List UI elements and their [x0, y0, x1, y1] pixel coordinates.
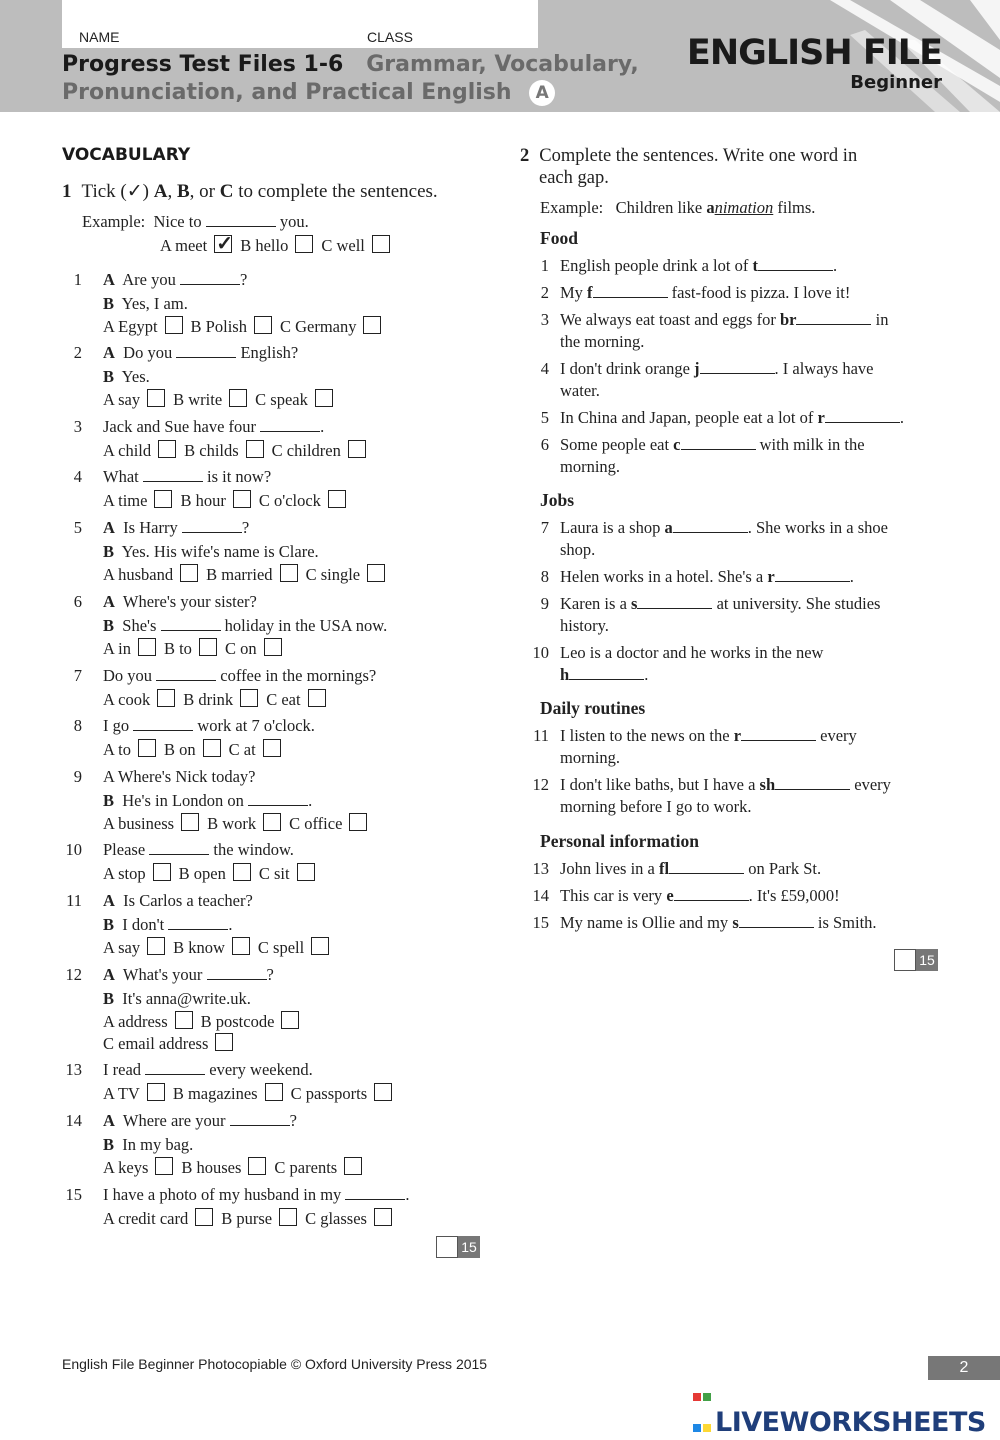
options-row [103, 862, 323, 885]
question-line: I read every weekend. [103, 1060, 313, 1079]
item-line: water. [560, 381, 600, 400]
item-line: Karen is a s at university. She studies [560, 594, 881, 613]
item-line: My name is Ollie and my s is Smith. [560, 913, 877, 932]
answer-option: A husband [103, 565, 174, 584]
example-option: C well [321, 236, 365, 255]
checkbox[interactable] [203, 739, 221, 757]
answer-option: C eat [266, 689, 301, 709]
item-number: 6 [540, 435, 549, 454]
item-line: I don't drink orange j . I always have [560, 359, 874, 378]
checkbox[interactable] [264, 638, 282, 656]
checkbox[interactable] [248, 1157, 266, 1175]
answer-option: A business [103, 814, 175, 833]
options-row [103, 1156, 370, 1179]
checkbox[interactable] [181, 813, 199, 831]
question-number: 8 [73, 716, 82, 735]
question-line: A Is Harry ? [103, 518, 250, 537]
answer-option: B know [173, 938, 225, 957]
question-line: B She's holiday in the USA now. [103, 615, 388, 635]
question-line: Jack and Sue have four . [103, 417, 325, 436]
checkbox[interactable] [232, 937, 250, 955]
item-number: 9 [540, 594, 549, 613]
answer-option: B open [178, 863, 226, 883]
options-row: C email address [103, 1032, 241, 1055]
answer-option: A in [103, 639, 131, 658]
question-number: 2 [73, 343, 82, 362]
checkbox[interactable] [195, 1208, 213, 1226]
answer-option: B hour [180, 490, 226, 510]
class-label: CLASS [367, 29, 413, 45]
checkbox[interactable] [246, 440, 264, 458]
options-row [103, 388, 341, 411]
checkbox[interactable] [363, 316, 381, 334]
item-number: 1 [540, 256, 549, 275]
question-line: What is it now? [103, 467, 272, 486]
ex2-category-title: Food [540, 228, 578, 248]
item-number: 3 [540, 310, 549, 329]
ex2-score-box[interactable]: 15 [894, 949, 938, 971]
liveworksheets-logo-icon [692, 1378, 712, 1440]
options-row [103, 489, 354, 512]
header-band [0, 0, 1000, 112]
answer-option: B work [207, 814, 257, 833]
answer-option: B write [173, 390, 223, 409]
question-line: A Are you ? [103, 270, 248, 289]
checkbox[interactable] [349, 813, 367, 831]
ex2-category-title: Personal information [540, 831, 699, 851]
checkbox[interactable] [308, 689, 326, 707]
checkbox[interactable] [153, 863, 171, 881]
checkbox[interactable] [279, 1208, 297, 1226]
item-line: English people drink a lot of t . [560, 256, 838, 275]
question-line: Please the window. [103, 840, 294, 859]
checkbox[interactable] [281, 1011, 299, 1029]
answer-option: C at [228, 739, 256, 759]
checkbox[interactable] [147, 1083, 165, 1101]
ex2-category-title: Jobs [540, 490, 575, 510]
checkbox[interactable] [233, 863, 251, 881]
question-line: B In my bag. [103, 1134, 194, 1154]
question-number: 3 [73, 417, 82, 436]
answer-option: A cook [103, 689, 151, 709]
item-number: 12 [532, 775, 549, 794]
item-line: I don't like baths, but I have a sh every [560, 775, 891, 794]
checkbox[interactable] [344, 1157, 362, 1175]
question-line: A Is Carlos a teacher? [103, 891, 253, 910]
test-title: Progress Test Files 1-6 Grammar, Vocabulary, [62, 52, 639, 77]
answer-option: A Egypt [103, 317, 158, 336]
checkbox[interactable] [214, 235, 232, 253]
checkbox[interactable] [311, 937, 329, 955]
item-line: In China and Japan, people eat a lot of r . [560, 408, 904, 427]
question-number: 14 [65, 1111, 82, 1130]
item-number: 15 [532, 913, 549, 932]
brand-logo: ENGLISH FILE Beginner [686, 33, 942, 93]
answer-option: A TV [103, 1083, 140, 1103]
checkbox[interactable] [240, 689, 258, 707]
question-line: A Where are your ? [103, 1111, 297, 1130]
checkbox[interactable] [348, 440, 366, 458]
options-row [103, 688, 334, 711]
checkbox[interactable] [215, 1033, 233, 1051]
options-row [103, 738, 289, 761]
question-line: A What's your ? [103, 965, 274, 984]
question-number: 11 [66, 891, 82, 910]
item-line: morning. [560, 457, 621, 476]
item-number: 13 [532, 859, 549, 878]
checkbox[interactable] [315, 389, 333, 407]
question-line: A Where's Nick today? [103, 767, 256, 786]
options-row [103, 1082, 400, 1105]
example-option: B hello [240, 236, 289, 255]
ex1-score-box[interactable]: 15 [436, 1236, 480, 1258]
item-line: This car is very e . It's £59,000! [560, 886, 840, 905]
question-number: 6 [73, 592, 82, 611]
footer-copyright: English File Beginner Photocopiable © Oxford University Press 2015 [62, 1356, 488, 1372]
question-line: Do you coffee in the mornings? [103, 666, 377, 685]
answer-option: B purse [221, 1208, 273, 1228]
question-number: 1 [73, 270, 82, 289]
question-number: 4 [73, 467, 82, 486]
question-line: A Where's your sister? [103, 592, 257, 611]
version-badge: A [529, 80, 555, 106]
item-line: history. [560, 616, 609, 635]
checkbox[interactable] [165, 316, 183, 334]
checkbox[interactable] [147, 937, 165, 955]
answer-option: C Germany [279, 317, 357, 336]
item-number: 11 [533, 726, 549, 745]
options-row: A address B postcode [103, 1010, 307, 1033]
item-line: Leo is a doctor and he works in the new [560, 643, 824, 662]
checkbox[interactable] [147, 389, 165, 407]
item-line: shop. [560, 540, 596, 559]
answer-option: A time [103, 490, 148, 510]
checkbox[interactable] [229, 389, 247, 407]
item-line: I listen to the news on the r every [560, 726, 857, 745]
answer-option: B magazines [172, 1083, 258, 1103]
item-number: 10 [532, 643, 549, 662]
checkbox[interactable] [175, 1011, 193, 1029]
options-row [103, 1207, 400, 1230]
answer-option: B Polish [190, 317, 247, 336]
ex2-example: Example: Children like animation films. [540, 198, 816, 217]
question-number: 15 [65, 1185, 82, 1204]
answer-option: A stop [103, 863, 146, 883]
answer-option: C glasses [305, 1208, 367, 1228]
answer-option: B to [163, 639, 192, 658]
ex1-example-options [160, 235, 398, 256]
question-line: A Do you English? [103, 343, 299, 362]
question-number: 13 [65, 1060, 82, 1079]
checkbox[interactable] [295, 235, 313, 253]
options-row [103, 637, 290, 660]
checkbox[interactable] [199, 638, 217, 656]
question-line: B Yes, I am. [103, 293, 188, 313]
question-number: 12 [65, 965, 82, 984]
item-line: h . [560, 665, 649, 684]
question-line: I have a photo of my husband in my . [103, 1185, 410, 1204]
answer-option: A to [103, 739, 131, 759]
name-class-box [62, 0, 538, 48]
answer-option: C speak [255, 390, 308, 409]
checkbox[interactable] [297, 863, 315, 881]
item-line: Laura is a shop a . She works in a shoe [560, 518, 888, 537]
answer-option: C on [224, 639, 257, 658]
question-line: B Yes. [103, 366, 150, 386]
options-row [103, 812, 375, 835]
checkbox[interactable] [138, 739, 156, 757]
item-number: 14 [532, 886, 549, 905]
answer-option: B houses [181, 1158, 242, 1177]
answer-option: B childs [184, 440, 239, 460]
item-line: We always eat toast and eggs for br in [560, 310, 889, 329]
ex1-example: Example: Nice to you. [82, 212, 309, 231]
answer-option: C o'clock [258, 490, 321, 510]
checkbox[interactable] [263, 813, 281, 831]
example-option: A meet [160, 236, 208, 255]
answer-option: A credit card [103, 1208, 189, 1228]
answer-option: C children [271, 440, 341, 460]
item-line: John lives in a fl on Park St. [560, 859, 822, 878]
checkbox[interactable] [158, 440, 176, 458]
question-number: 5 [73, 518, 82, 537]
item-line: the morning. [560, 332, 645, 351]
question-number: 9 [73, 767, 82, 786]
ex2-category-title: Daily routines [540, 698, 646, 718]
answer-option: C passports [290, 1083, 368, 1103]
question-line: B He's in London on . [103, 790, 313, 810]
answer-option: A keys [103, 1158, 149, 1177]
item-line: Some people eat c with milk in the [560, 435, 865, 454]
checkbox[interactable] [154, 490, 172, 508]
answer-option: B on [163, 739, 196, 759]
options-row [103, 936, 337, 959]
checkbox[interactable] [367, 564, 385, 582]
question-line: B I don't . [103, 914, 233, 934]
item-number: 2 [540, 283, 549, 302]
item-line: Helen works in a hotel. She's a r . [560, 567, 854, 586]
checkbox[interactable] [280, 564, 298, 582]
item-line: My f fast-food is pizza. I love it! [560, 283, 851, 302]
item-number: 8 [540, 567, 549, 586]
item-line: morning. [560, 748, 621, 767]
answer-option: B drink [183, 689, 234, 709]
checkbox[interactable] [374, 1083, 392, 1101]
checkbox[interactable] [372, 235, 390, 253]
question-number: 10 [65, 840, 82, 859]
test-subtitle: Pronunciation, and Practical English A [62, 80, 555, 106]
checkbox[interactable] [138, 638, 156, 656]
answer-option: C single [305, 565, 361, 584]
options-row [103, 439, 374, 462]
item-number: 4 [540, 359, 549, 378]
answer-option: B married [206, 565, 273, 584]
question-number: 7 [73, 666, 82, 685]
checkbox[interactable] [157, 689, 175, 707]
answer-option: C sit [258, 863, 290, 883]
answer-option: A say [103, 938, 141, 957]
item-number: 5 [540, 408, 549, 427]
checkbox[interactable] [180, 564, 198, 582]
question-line: B Yes. His wife's name is Clare. [103, 541, 319, 561]
liveworksheets-watermark: LIVEWORKSHEETS [692, 1378, 986, 1440]
answer-option: C spell [257, 938, 305, 957]
checkbox[interactable] [328, 490, 346, 508]
ex1-instruction: 1 Tick (✓) A, B, or C to complete the sentences. [62, 181, 438, 202]
options-row [103, 563, 393, 586]
checkbox[interactable] [265, 1083, 283, 1101]
answer-option: A child [103, 440, 152, 460]
answer-option: A say [103, 390, 141, 409]
section-title: VOCABULARY [62, 145, 191, 165]
name-label: NAME [79, 29, 120, 45]
checkbox[interactable] [263, 739, 281, 757]
answer-option: C office [289, 814, 343, 833]
item-line: morning before I go to work. [560, 797, 752, 816]
checkbox[interactable] [233, 490, 251, 508]
answer-option: C parents [274, 1158, 338, 1177]
page-number: 2 [928, 1356, 1000, 1380]
ex2-instruction: 2 Complete the sentences. Write one word in each gap. [520, 146, 858, 188]
checkbox[interactable] [155, 1157, 173, 1175]
checkbox[interactable] [374, 1208, 392, 1226]
item-number: 7 [540, 518, 549, 537]
question-line: I go work at 7 o'clock. [103, 716, 315, 735]
checkbox[interactable] [254, 316, 272, 334]
options-row [103, 315, 389, 338]
question-line: B It's anna@write.uk. [103, 988, 251, 1008]
